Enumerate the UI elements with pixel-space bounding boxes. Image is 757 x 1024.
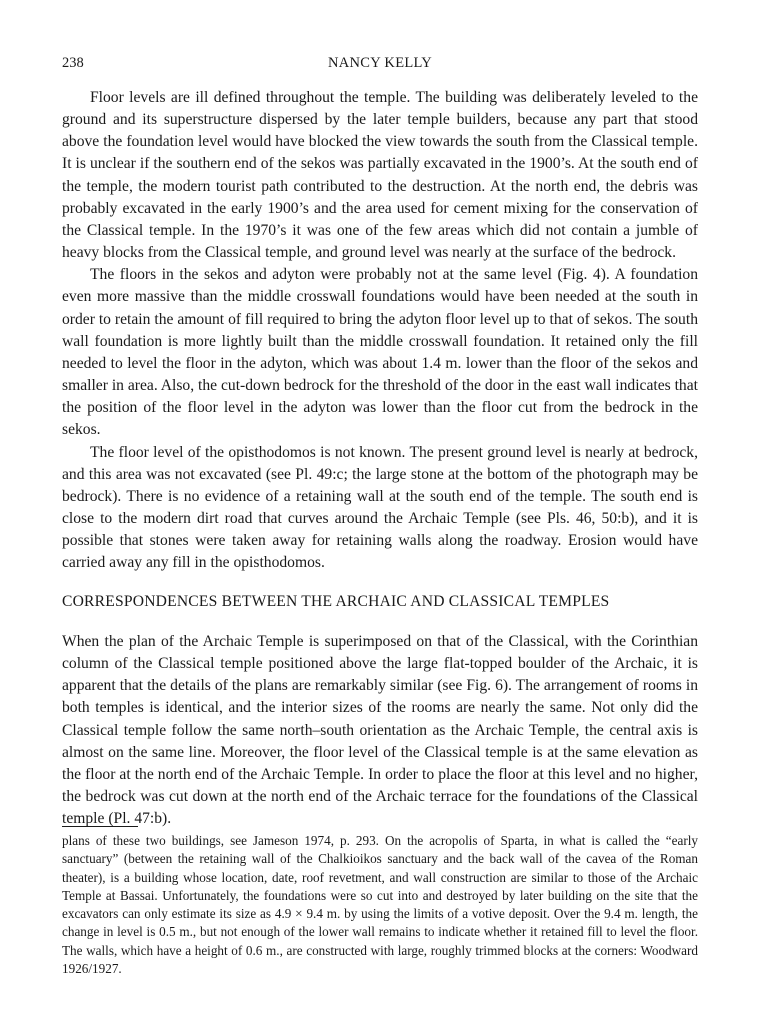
section-text [62,631,698,830]
page [62,0,698,1024]
page-number: 238 [62,55,84,71]
section-heading: CORRESPONDENCES BETWEEN THE ARCHAIC AND CLASSICAL TEMPLES [62,593,610,610]
running-title: NANCY KELLY [327,55,432,71]
paragraph-opisthodomos: The floor level of the opisthodomos is not known. The present ground level is nearly at bedrock, and this area was not excavated (see Pl. 49:c; the large stone at the bottom of the photograph may be bedrock). There is no evidence of a retaining wall at the south end of the temple. The south end is close to the modern dirt road that curves around the Archaic Temple (see Pls. 46, 50:b), and it is possible that stones were taken away for retaining walls along the roadway. Erosion would have carried away any fill in the opisthodomos. [62,443,698,572]
paragraph-sekos-adyton: The floors in the sekos and adyton were probably not at the same level (Fig. 4). A foundation even more massive than the middle crosswall foundations would have been needed at the south in order to retain the amount of fill required to bring the adyton floor level up to that of sekos. The south wall foundation is more lightly built than the middle crosswall foundation. It retained only the fill needed to level the floor in the adyton, which was about 1.4 m. lower than the floor of the sekos and smaller in area. Also, the cut-down bedrock for the threshold of the door in the east wall indicates that the position of the floor level in the adyton was lower than the floor cut from the bedrock in the sekos. [62,266,698,439]
paragraph-correspondences: When the plan of the Archaic Temple is superimposed on that of the Classical, with the Corinthian column of the Classical temple positioned above the large flat-topped boulder of the Archaic, it is apparent that the details of the plans are remarkably similar (see Fig. 6). The arrangement of rooms in both temples is identical, and the interior sizes of the rooms are nearly the same. Not only did the Classical temple follow the same north–south orientation as the Archaic Temple, the central axis is almost on the same line. Moreover, the floor level of the Classical temple is at the same elevation as the floor at the north end of the Archaic Temple. In order to place the floor at this level and no higher, the bedrock was cut down at the north end of the Archaic terrace for the foundations of the Classical temple (Pl. 47:b). [62,633,698,828]
footnote-rule [62,826,138,827]
footnote-paragraph: plans of these two buildings, see Jameson 1974, p. 293. On the acropolis of Sparta, in what is called the “early sanctuary” (between the retaining wall of the Chalkioikos sanctuary and the back wall of the cavea of the Roman theater), is a building whose location, date, roof revetment, and wall construction are similar to those of the Archaic Temple at Bassai. Unfortunately, the foundations were so cut into and destroyed by later building on the site that the excavators can only estimate its size as 4.9 × 9.4 m. by using the limits of a votive deposit. Over the 9.4 m. length, the change in level is 0.5 m., but not enough of the lower wall remains to indicate whether it retained fill to level the floor. The walls, which have a height of 0.6 m., are constructed with large, roughly trimmed blocks at the corners: Woodward 1926/1927. [62,833,698,977]
body-text [62,87,698,574]
running-head [62,55,698,75]
footnote [62,832,698,978]
paragraph-floor-levels: Floor levels are ill defined throughout the temple. The building was deliberately leveled to the ground and its superstructure dispersed by the later temple builders, because any part that stood above the foundation level would have blocked the view towards the south from the Classical temple. It is unclear if the southern end of the sekos was partially excavated in the 1900’s. At the south end of the temple, the modern tourist path contributed to the destruction. At the north end, the debris was probably excavated in the early 1900’s and the area used for cement mixing for the conservation of the Classical temple. In the 1970’s it was one of the few areas which did not contain a jumble of heavy blocks from the Classical temple, and ground level was nearly at the surface of the bedrock. [62,89,698,262]
